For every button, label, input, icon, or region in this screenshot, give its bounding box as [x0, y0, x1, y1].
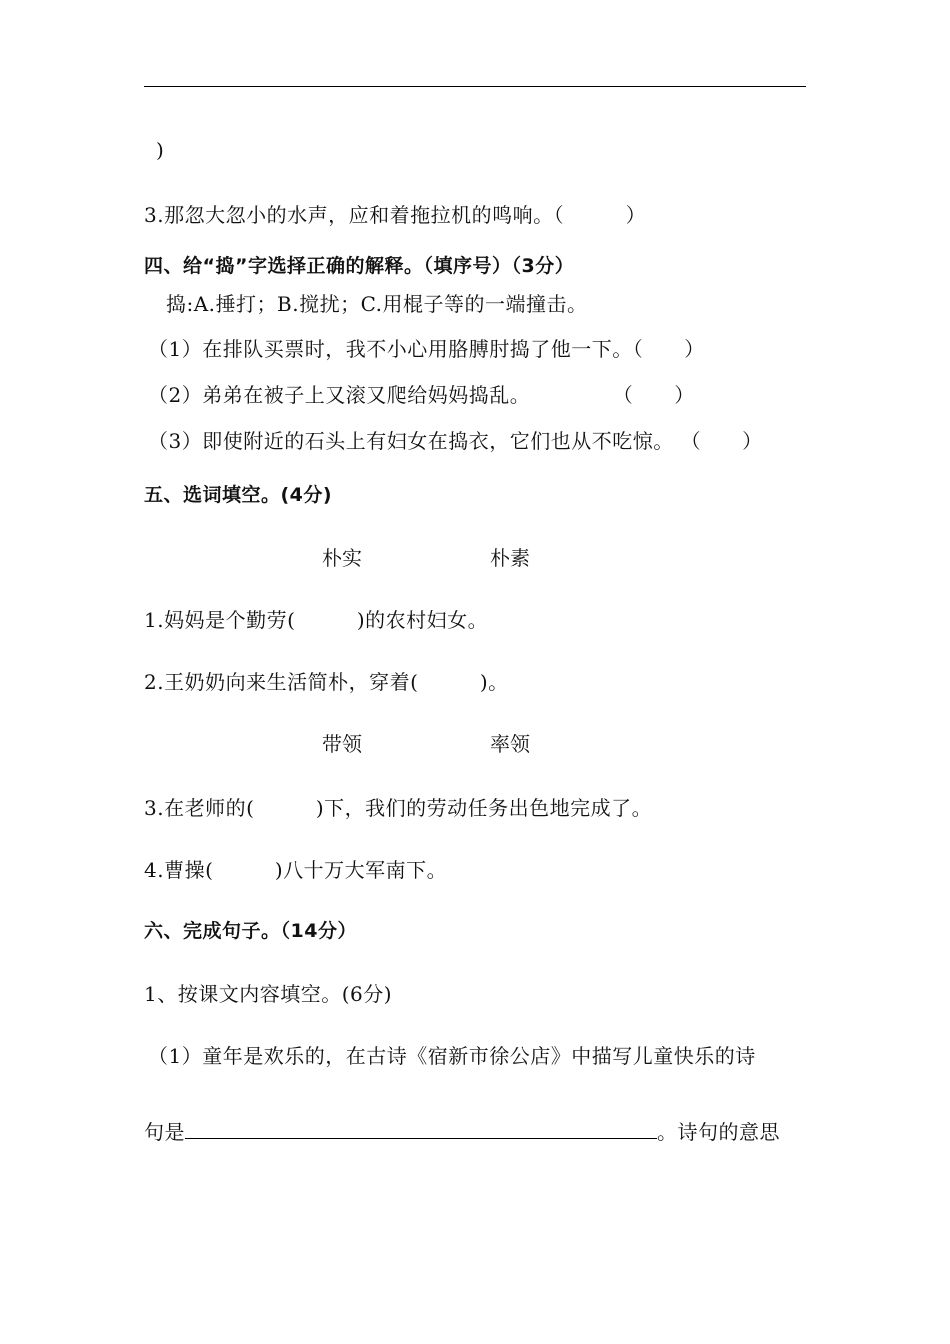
header-rule	[144, 86, 806, 87]
word-choice-pusu: 朴素	[490, 546, 530, 570]
question-5-2: 2.王奶奶向来生活简朴，穿着( )。	[144, 670, 509, 694]
question-5-4: 4.曹操( )八十万大军南下。	[144, 858, 448, 882]
answer-blank-1[interactable]	[185, 1120, 317, 1139]
word-choice-pushi: 朴实	[322, 546, 362, 570]
question-5-3: 3.在老师的( )下，我们的劳动任务出色地完成了。	[144, 796, 653, 820]
section-6-heading: 六、完成句子。（14分）	[144, 920, 357, 942]
dao-definitions: 捣:A.捶打；B.搅扰；C.用棍子等的一端撞击。	[166, 292, 588, 316]
answer-blank-2[interactable]	[317, 1120, 657, 1139]
question-4-2: （2）弟弟在被子上又滚又爬给妈妈捣乱。 （ ）	[148, 383, 695, 407]
question-3-3: 3.那忽大忽小的水声，应和着拖拉机的鸣响。（ ）	[144, 203, 647, 227]
continued-paren: )	[156, 138, 165, 162]
section-4-heading: 四、给“捣”字选择正确的解释。（填序号）（3分）	[144, 255, 575, 277]
fill-suffix: 。诗句的意思	[657, 1120, 780, 1144]
word-choice-dailing: 带领	[322, 732, 362, 756]
word-choice-shuailing: 率领	[490, 732, 530, 756]
question-6-1: 1、按课文内容填空。(6分)	[144, 982, 393, 1006]
question-6-1-fill	[144, 1120, 780, 1144]
fill-prefix: 句是	[144, 1120, 185, 1144]
question-5-1: 1.妈妈是个勤劳( )的农村妇女。	[144, 608, 489, 632]
question-4-1: （1）在排队买票时，我不小心用胳膊肘捣了他一下。（ ）	[148, 337, 705, 361]
section-5-heading: 五、选词填空。(4分)	[144, 484, 333, 506]
question-6-1-1: （1）童年是欢乐的，在古诗《宿新市徐公店》中描写儿童快乐的诗	[148, 1044, 756, 1068]
question-4-3: （3）即使附近的石头上有妇女在捣衣，它们也从不吃惊。 （ ）	[148, 429, 763, 453]
